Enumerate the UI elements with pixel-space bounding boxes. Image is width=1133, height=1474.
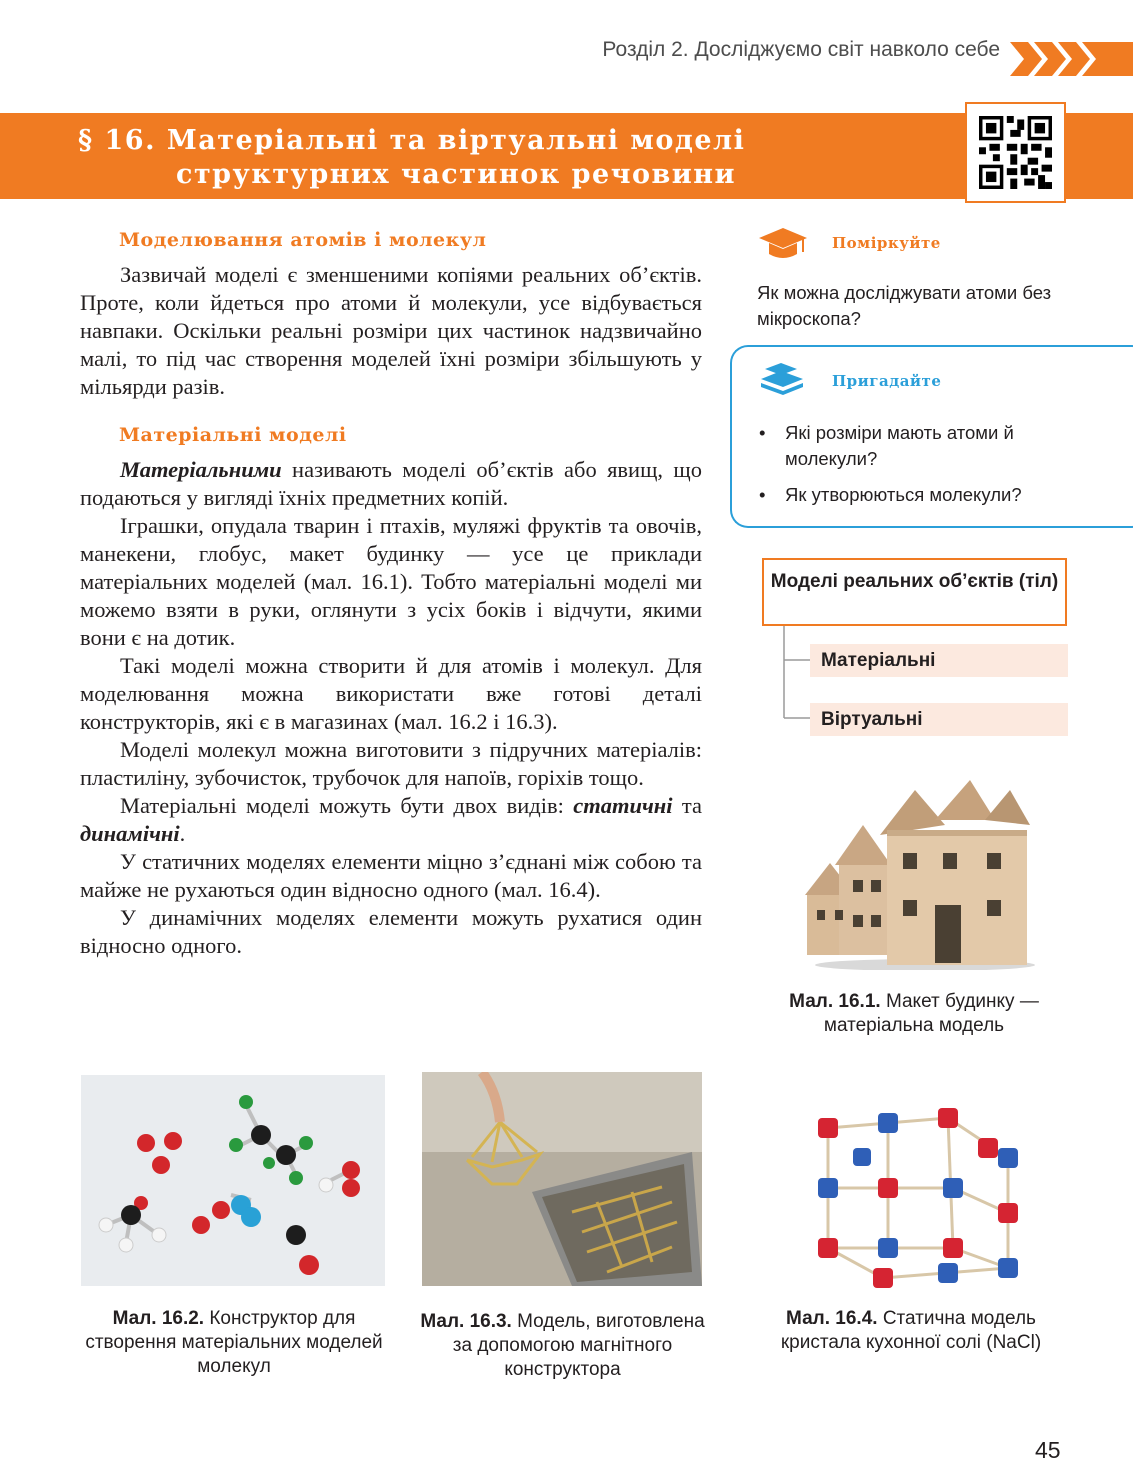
page-number: 45 [1035, 1437, 1061, 1463]
title-line-1: § 16. Матеріальні та віртуальні моделі [78, 125, 746, 156]
modeling-text: Зазвичай моделі є зменшеними копіями реальних об’єктів. Проте, коли йдеться про атоми й молекули, усе відбувається навпаки. Оскільки реальні розміри цих частинок надзвичайно малі, то під час створення моделей їхні розміри збільшують у мільярди разів. [80, 262, 702, 399]
caption-text: Статична модель кристала кухонної солі (NaCl) [780, 1308, 1042, 1353]
caption-text: Конструктор для створення матеріальних моделей молекул [85, 1308, 383, 1377]
types-end: . [179, 821, 186, 846]
think-text: Як можна досліджувати атоми без мікроскопа? [757, 282, 1052, 329]
books-icon [757, 361, 807, 401]
heading-modeling: Моделювання атомів і молекул [119, 229, 487, 251]
recall-item: • Які розміри мають атоми й молекули? [757, 420, 1057, 472]
recall-heading: Пригадайте [832, 372, 942, 390]
recall-item: • Як утворюються молекули? [757, 482, 1057, 508]
caption-text: Модель, виготовлена за допомогою магнітного конструктора [452, 1311, 705, 1380]
caption-text: Макет будинку — матеріальна модель [823, 991, 1039, 1036]
paragraph-modeling [80, 261, 702, 401]
caption-label: Мал. 16.2. [112, 1308, 205, 1329]
running-head: Розділ 2. Досліджуємо світ навколо себе [602, 38, 1000, 61]
chevrons-icon [1010, 42, 1133, 76]
title-line-2: структурних частинок речовини [176, 159, 737, 190]
definition-text: називають моделі об’єктів або явищ, що подаються у вигляді їхніх предметних копій. [80, 457, 702, 510]
types-text: Матеріальні моделі можуть бути двох видів: [120, 793, 574, 818]
paragraph-static: У статичних моделях елементи міцно з’єднані між собою та майже не рухаються один відносно одного (мал. 16.4). [80, 849, 702, 902]
scheme-title: Моделі реальних об’єктів (тіл) [762, 558, 1067, 626]
material-body [80, 456, 702, 960]
scheme-item-material: Матеріальні [810, 644, 1068, 677]
paragraph-types [80, 792, 702, 848]
think-heading: Поміркуйте [832, 234, 941, 252]
term-dynamic: динамічні [80, 821, 180, 846]
molecule-kit-image [81, 1075, 385, 1286]
paragraph-dynamic: У динамічних моделях елементи можуть рухатися один відносно одного. [80, 905, 702, 958]
paragraph-definition [80, 456, 702, 512]
term-material: Матеріальними [120, 457, 282, 482]
scheme-connector [782, 626, 812, 722]
title-band [0, 113, 1133, 199]
magnetic-kit-image [422, 1072, 702, 1286]
qr-code-pattern [979, 116, 1052, 189]
caption-16-3 [420, 1310, 705, 1382]
qr-code[interactable] [965, 102, 1066, 203]
recall-list [757, 420, 1057, 518]
graduation-cap-icon [757, 226, 809, 262]
heading-material: Матеріальні моделі [119, 424, 347, 446]
caption-label: Мал. 16.3. [420, 1311, 512, 1332]
caption-label: Мал. 16.4. [786, 1308, 878, 1329]
paragraph-examples: Іграшки, опудала тварин і птахів, муляжі фруктів та овочів, манекени, глобус, макет будинку — усе це приклади матеріальних моделей (мал. 16.1). Тобто матеріальні моделі ми можемо взяти в руки, оглянути з усіх боків і відчути, якими вони є на дотик. [80, 513, 702, 650]
paragraph-handmade: Моделі молекул можна виготовити з підручних матеріалів: пластиліну, зубочисток, трубочок для напоїв, горіхів тощо. [80, 737, 702, 790]
caption-label: Мал. 16.1. [789, 991, 881, 1012]
nacl-crystal-image [808, 1098, 1033, 1288]
term-static: статичні [573, 793, 673, 818]
types-and: та [672, 793, 702, 818]
house-model-image [795, 775, 1035, 970]
scheme-item-virtual: Віртуальні [810, 703, 1068, 736]
caption-16-4 [755, 1307, 1067, 1355]
paragraph-atoms: Такі моделі можна створити й для атомів і молекул. Для моделювання можна використати вже готові деталі конструкторів, які є в магазинах (мал. 16.2 і 16.3). [80, 653, 702, 734]
caption-16-2 [78, 1307, 390, 1379]
caption-16-1 [755, 990, 1073, 1038]
